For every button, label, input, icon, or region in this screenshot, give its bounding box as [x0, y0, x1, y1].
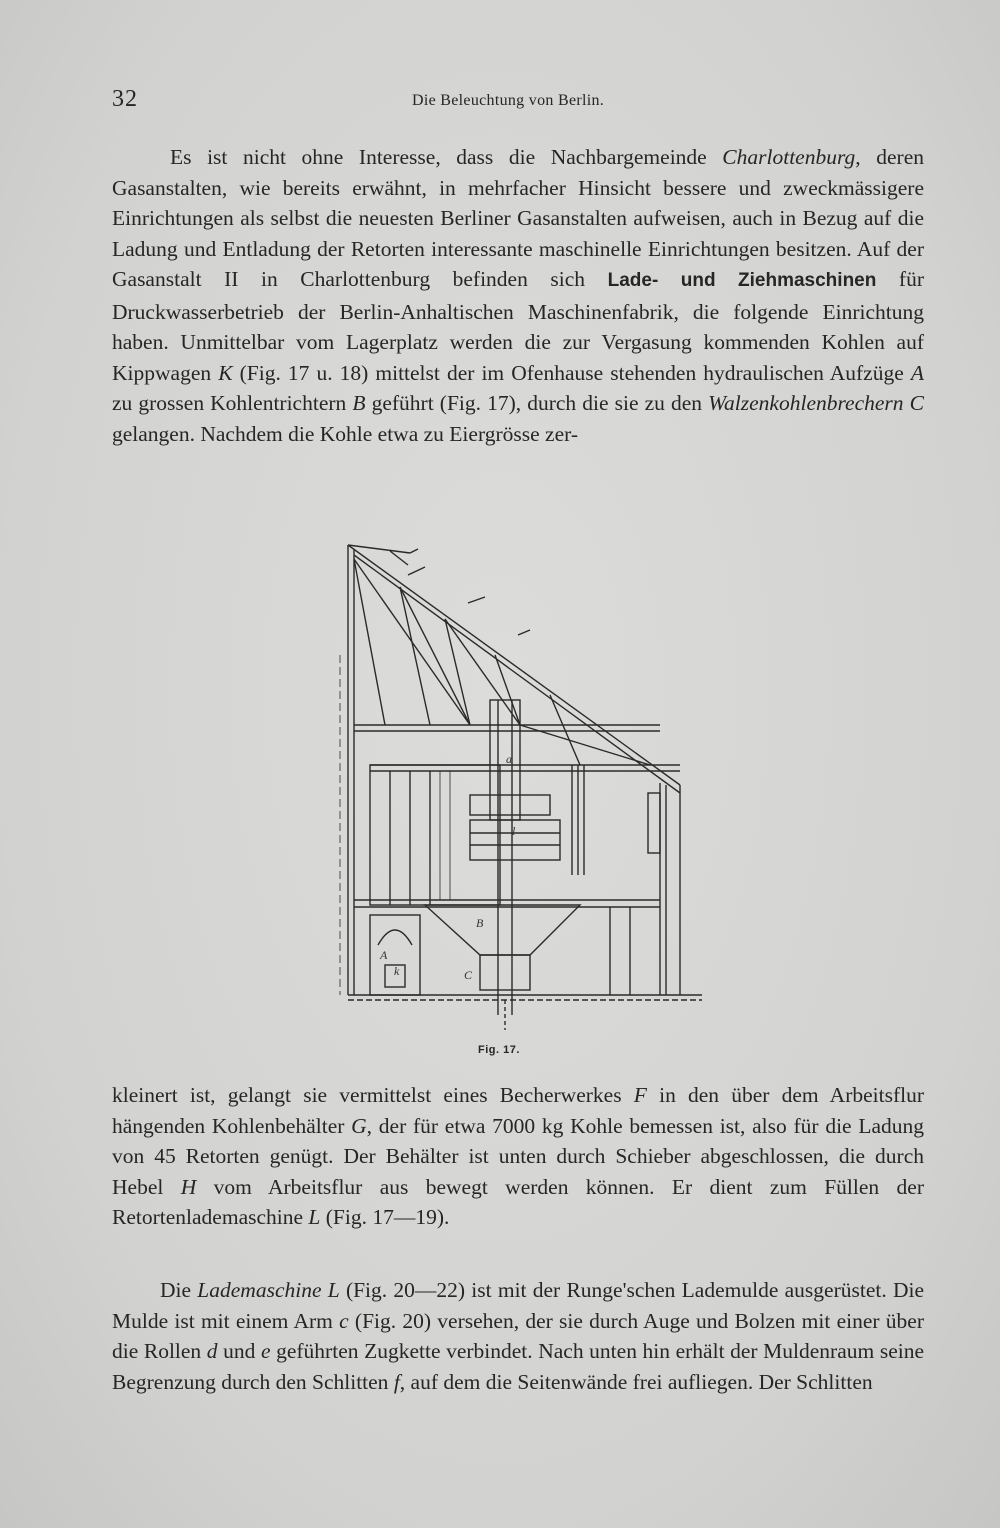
- label-k: k: [394, 964, 400, 978]
- text-run: gelangen. Nachdem die Kohle etwa zu Eiergrösse zer-: [112, 421, 578, 446]
- running-title: Die Beleuchtung von Berlin.: [412, 92, 605, 109]
- italic-run: C: [909, 391, 924, 415]
- label-l: l: [512, 824, 516, 838]
- text-run: (Fig. 20—22) ist mit der Runge'schen Lademulde ausgerüstet. Die Mulde ist mit einem Arm: [112, 1278, 924, 1333]
- text-run: , der für etwa 7000 kg Kohle bemessen ist, also für die Ladung von 45 Retorten genügt. Der Behälter ist unten durch Schieber abgeschlossen, die durch Hebel: [112, 1113, 924, 1199]
- text-run: Es ist nicht ohne Interesse, dass die Nachbargemeinde: [170, 145, 723, 169]
- text-run: , deren Gasanstalten, wie bereits erwähnt, in mehrfacher Hinsicht bessere und zweckmässigere Einrichtungen als selbst die neuesten Berliner Gasanstalten aufweisen, auch in Bezug auf die Ladung und Entladung der Retorten interessante maschinelle Einrichtungen besitzen. Auf der Gasanstalt II in Charlottenburg befinden sich: [112, 145, 924, 291]
- italic-run: A: [910, 360, 924, 385]
- italic-run: c: [339, 1308, 349, 1333]
- paragraph-3: [112, 1275, 924, 1397]
- label-b: B: [476, 916, 484, 930]
- italic-run: Lademaschine L: [197, 1278, 340, 1302]
- furnace-house-section-drawing: [330, 535, 710, 1035]
- paragraph-1: [112, 142, 924, 449]
- italic-run: L: [308, 1205, 321, 1229]
- italic-run: Charlottenburg: [722, 145, 856, 169]
- italic-run: f: [393, 1369, 400, 1394]
- italic-run: B: [352, 391, 366, 415]
- italic-run: G: [351, 1113, 367, 1138]
- text-run: geführt (Fig. 17), durch die sie zu den: [365, 391, 709, 415]
- label-a: a: [506, 752, 512, 766]
- figure-17-drawing: [330, 535, 710, 1035]
- italic-run: e: [260, 1339, 271, 1363]
- figure-caption: Fig. 17.: [478, 1044, 520, 1056]
- text-run: (Fig. 20) versehen, der sie durch Auge und Bolzen mit einer über die Rollen: [112, 1308, 924, 1363]
- text-run: in den über dem Arbeitsflur hängenden Kohlenbehälter: [112, 1083, 924, 1138]
- text-run: zu grossen Kohlentrichtern: [112, 391, 353, 415]
- text-run: für Druckwasserbetrieb der Berlin-Anhaltischen Maschinenfabrik, die folgende Einrichtung haben. Unmittelbar vom Lagerplatz werden die zur Vergasung kommenden Kohlen auf Kippwagen: [112, 267, 924, 385]
- text-run: und: [217, 1339, 261, 1363]
- label-c: C: [464, 968, 473, 982]
- text-run: vom Arbeitsflur aus bewegt werden können. Er dient zum Füllen der Retortenlademaschine: [112, 1174, 924, 1229]
- text-run: geführten Zugkette verbindet. Nach unten hin erhält der Muldenraum seine Begrenzung durch den Schlitten: [112, 1339, 924, 1394]
- italic-run: F: [633, 1083, 647, 1107]
- label-a-upper: A: [380, 948, 388, 962]
- page-number: 32: [112, 86, 138, 112]
- italic-run: K: [218, 360, 233, 385]
- italic-run: d: [206, 1339, 218, 1363]
- text-run: (Fig. 17—19).: [320, 1205, 450, 1229]
- italic-run: H: [180, 1174, 197, 1199]
- bold-run: Lade- und Ziehmaschinen: [607, 270, 877, 291]
- page-header: [112, 86, 922, 122]
- text-run: , auf dem die Seitenwände frei aufliegen. Der Schlitten: [399, 1369, 873, 1394]
- text-run: (Fig. 17 u. 18) mittelst der im Ofenhause stehenden hydraulischen Aufzüge: [232, 360, 911, 385]
- paragraph-2: [112, 1080, 924, 1233]
- text-run: Die: [160, 1278, 198, 1302]
- italic-run: Walzenkohlenbrechern: [708, 391, 904, 415]
- text-run: kleinert ist, gelangt sie vermittelst eines Becherwerkes: [112, 1083, 634, 1107]
